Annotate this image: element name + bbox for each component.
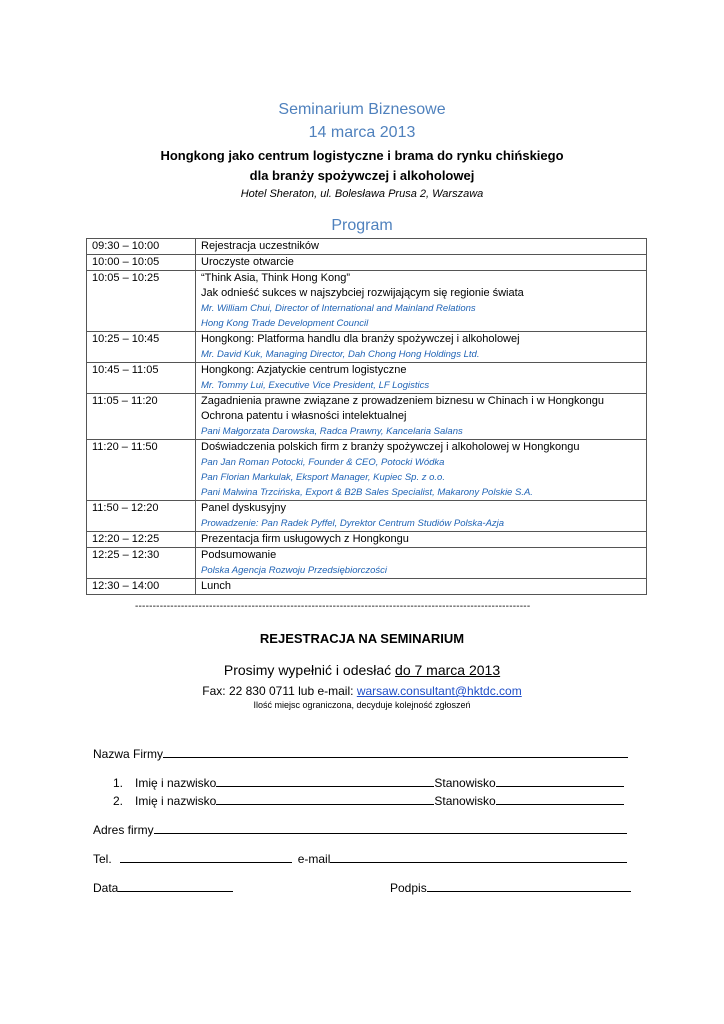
seminar-title: Seminarium Biznesowe <box>278 101 446 118</box>
contact-row[interactable] <box>93 850 627 866</box>
program-description <box>196 579 647 595</box>
program-item-text: Zagadnienia prawne związane z prowadzeniem biznesu w Chinach i w Hongkongu <box>201 395 604 407</box>
program-speaker: Pani Małgorzata Darowska, Radca Prawny, Kancelaria Salans <box>201 426 463 437</box>
program-row <box>87 579 647 595</box>
registration-heading: REJESTRACJA NA SEMINARIUM <box>259 631 465 646</box>
attendee-2-position-blank[interactable] <box>496 792 624 805</box>
program-description <box>196 548 647 579</box>
registration-request <box>0 662 724 678</box>
program-time: 12:20 – 12:25 <box>87 532 196 548</box>
signature-label: Podpis <box>390 881 427 895</box>
program-time: 10:25 – 10:45 <box>87 332 196 363</box>
program-row <box>87 440 647 501</box>
program-description <box>196 440 647 501</box>
program-speaker: Polska Agencja Rozwoju Przedsiębiorczości <box>201 565 388 576</box>
program-table <box>86 238 647 595</box>
program-item-text: Ochrona patentu i własności intelektualnej <box>201 410 407 422</box>
program-time: 11:50 – 12:20 <box>87 501 196 532</box>
program-row <box>87 501 647 532</box>
signature-blank[interactable] <box>427 879 631 892</box>
program-description <box>196 394 647 440</box>
program-speaker: Pan Florian Markulak, Eksport Manager, Kupiec Sp. z o.o. <box>201 472 445 483</box>
program-item-text: Doświadczenia polskich firm z branży spożywczej i alkoholowej w Hongkongu <box>201 441 580 453</box>
seminar-subtitle-line1: Hongkong jako centrum logistyczne i brama do rynku chińskiego <box>160 148 564 163</box>
program-description <box>196 363 647 394</box>
address-label: Adres firmy <box>93 823 154 837</box>
address-blank[interactable] <box>154 821 627 834</box>
program-row <box>87 394 647 440</box>
program-item-text: Hongkong: Platforma handlu dla branży spożywczej i alkoholowej <box>201 333 520 345</box>
date-label: Data <box>93 881 119 895</box>
program-time: 12:25 – 12:30 <box>87 548 196 579</box>
address-field[interactable] <box>93 821 627 837</box>
attendee-1-position-label: Stanowisko <box>434 776 496 790</box>
program-time: 10:05 – 10:25 <box>87 271 196 332</box>
attendee-1-position-blank[interactable] <box>496 774 624 787</box>
program-item-text: Rejestracja uczestników <box>201 240 319 252</box>
attendee-2-position-label: Stanowisko <box>434 794 496 808</box>
registration-contact <box>0 684 724 698</box>
program-speaker: Prowadzenie: Pan Radek Pyffel, Dyrektor Centrum Studiów Polska-Azja <box>201 518 505 529</box>
program-time: 09:30 – 10:00 <box>87 239 196 255</box>
program-speaker: Pani Malwina Trzcińska, Export & B2B Sales Specialist, Makarony Polskie S.A. <box>201 487 533 498</box>
seminar-venue: Hotel Sheraton, ul. Bolesława Prusa 2, Warszawa <box>240 188 484 200</box>
program-speaker: Hong Kong Trade Development Council <box>201 318 369 329</box>
program-time: 11:05 – 11:20 <box>87 394 196 440</box>
program-item-text: Hongkong: Azjatyckie centrum logistyczne <box>201 364 407 376</box>
program-item-text: Panel dyskusyjny <box>201 502 286 514</box>
attendee-1-number: 1. <box>113 776 124 790</box>
program-row <box>87 255 647 271</box>
registration-request-text: Prosimy wypełnić i odesłać <box>223 662 396 678</box>
program-item-text: Prezentacja firm usługowych z Hongkongu <box>201 533 409 545</box>
phone-label: Tel. <box>93 852 112 866</box>
company-field[interactable] <box>93 745 628 761</box>
company-blank[interactable] <box>163 745 628 758</box>
attendee-2-number: 2. <box>113 794 124 808</box>
program-row <box>87 271 647 332</box>
date-field[interactable] <box>93 879 233 895</box>
program-description <box>196 332 647 363</box>
program-time: 10:45 – 11:05 <box>87 363 196 394</box>
email-label: e-mail <box>297 852 331 866</box>
program-time: 10:00 – 10:05 <box>87 255 196 271</box>
attendee-2-row[interactable] <box>113 792 624 808</box>
signature-field[interactable] <box>390 879 631 895</box>
program-speaker: Mr. Tommy Lui, Executive Vice President, LF Logistics <box>201 380 430 391</box>
program-row <box>87 532 647 548</box>
program-heading: Program <box>331 217 393 234</box>
attendee-1-name-blank[interactable] <box>216 774 434 787</box>
program-description <box>196 255 647 271</box>
program-description <box>196 501 647 532</box>
program-description <box>196 532 647 548</box>
program-row <box>87 548 647 579</box>
program-item-text: Uroczyste otwarcie <box>201 256 294 268</box>
program-description <box>196 271 647 332</box>
company-label: Nazwa Firmy <box>93 747 164 761</box>
program-time: 12:30 – 14:00 <box>87 579 196 595</box>
registration-note: Ilość miejsc ograniczona, decyduje kolejność zgłoszeń <box>253 700 471 710</box>
attendee-2-name-blank[interactable] <box>216 792 434 805</box>
attendee-1-name-label: Imię i nazwisko <box>135 776 217 790</box>
date-blank[interactable] <box>118 879 233 892</box>
attendee-2-name-label: Imię i nazwisko <box>135 794 217 808</box>
program-row <box>87 363 647 394</box>
registration-fax: Fax: 22 830 0711 lub e-mail: <box>202 684 357 698</box>
phone-blank[interactable] <box>120 850 292 863</box>
email-blank[interactable] <box>330 850 627 863</box>
program-row <box>87 332 647 363</box>
attendee-1-row[interactable] <box>113 774 624 790</box>
program-time: 11:20 – 11:50 <box>87 440 196 501</box>
seminar-date: 14 marca 2013 <box>308 124 416 141</box>
program-item-text: Jak odnieść sukces w najszybciej rozwijającym się regionie świata <box>201 287 524 299</box>
program-speaker: Pan Jan Roman Potocki, Founder & CEO, Potocki Wódka <box>201 457 445 468</box>
seminar-subtitle-line2: dla branży spożywczej i alkoholowej <box>249 168 475 183</box>
program-description <box>196 239 647 255</box>
registration-deadline: do 7 marca 2013 <box>395 662 501 678</box>
program-row <box>87 239 647 255</box>
program-item-text: Podsumowanie <box>201 549 277 561</box>
program-item-text: “Think Asia, Think Hong Kong” <box>201 272 350 284</box>
registration-email-link[interactable]: warsaw.consultant@hktdc.com <box>356 684 522 698</box>
separator-line: ---------------------------------------------------------------------------------------------------------------- <box>135 601 531 612</box>
program-speaker: Mr. David Kuk, Managing Director, Dah Chong Hong Holdings Ltd. <box>201 349 480 360</box>
program-speaker: Mr. William Chui, Director of International and Mainland Relations <box>201 303 476 314</box>
program-item-text: Lunch <box>201 580 231 592</box>
